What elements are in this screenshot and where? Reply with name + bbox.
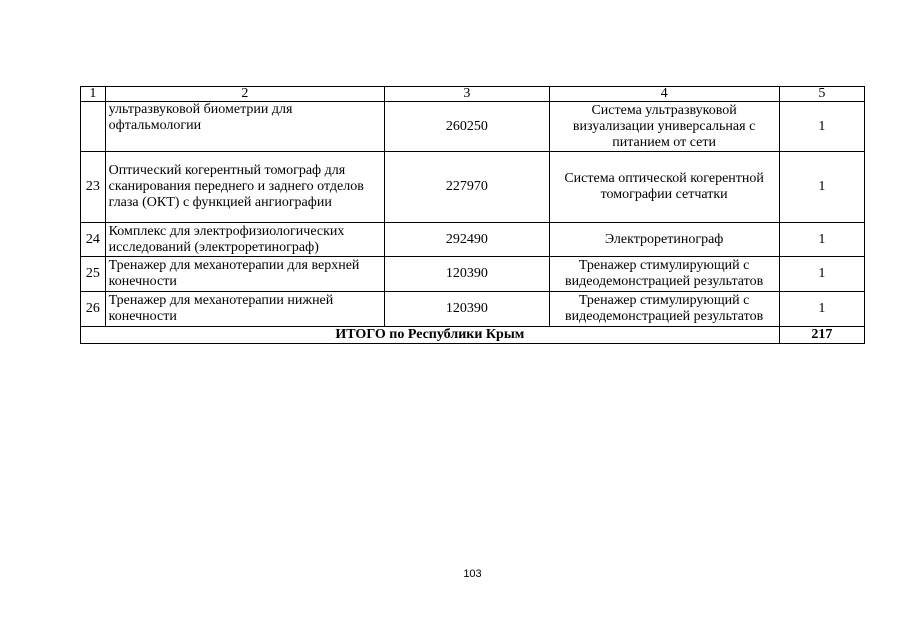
column-number-row — [81, 87, 865, 102]
row-number: 25 — [81, 257, 106, 292]
equipment-type: Тренажер стимулирующий с видеодемонстрацией результатов — [549, 257, 779, 292]
equipment-type: Тренажер стимулирующий с видеодемонстрацией результатов — [549, 292, 779, 327]
column-number: 3 — [385, 87, 549, 102]
table-row — [81, 152, 865, 223]
row-number — [81, 102, 106, 152]
quantity: 1 — [779, 257, 864, 292]
equipment-name: Оптический когерентный томограф для сканирования переднего и заднего отделов глаза (ОКТ) с функцией ангиографии — [105, 152, 384, 223]
column-number: 5 — [779, 87, 864, 102]
quantity: 1 — [779, 152, 864, 223]
equipment-type: Система ультразвуковой визуализации универсальная с питанием от сети — [549, 102, 779, 152]
row-number: 23 — [81, 152, 106, 223]
equipment-name: ультразвуковой биометрии для офтальмологии — [105, 102, 384, 152]
equipment-type: Электроретинограф — [549, 223, 779, 257]
row-number: 26 — [81, 292, 106, 327]
quantity: 1 — [779, 102, 864, 152]
nomenclature-code: 227970 — [385, 152, 549, 223]
quantity: 1 — [779, 292, 864, 327]
equipment-name: Тренажер для механотерапии для верхней конечности — [105, 257, 384, 292]
nomenclature-code: 292490 — [385, 223, 549, 257]
equipment-type: Система оптической когерентной томографии сетчатки — [549, 152, 779, 223]
nomenclature-code: 120390 — [385, 292, 549, 327]
total-value: 217 — [779, 327, 864, 344]
table-row — [81, 257, 865, 292]
quantity: 1 — [779, 223, 864, 257]
column-number: 2 — [105, 87, 384, 102]
table-row — [81, 292, 865, 327]
table-row — [81, 102, 865, 152]
row-number: 24 — [81, 223, 106, 257]
equipment-name: Тренажер для механотерапии нижней конечности — [105, 292, 384, 327]
nomenclature-code: 260250 — [385, 102, 549, 152]
page-number: 103 — [463, 568, 482, 580]
column-number: 4 — [549, 87, 779, 102]
equipment-table — [80, 86, 865, 344]
total-label: ИТОГО по Республики Крым — [81, 327, 780, 344]
total-row — [81, 327, 865, 344]
equipment-name: Комплекс для электрофизиологических исследований (электроретинограф) — [105, 223, 384, 257]
table-row — [81, 223, 865, 257]
column-number: 1 — [81, 87, 106, 102]
nomenclature-code: 120390 — [385, 257, 549, 292]
